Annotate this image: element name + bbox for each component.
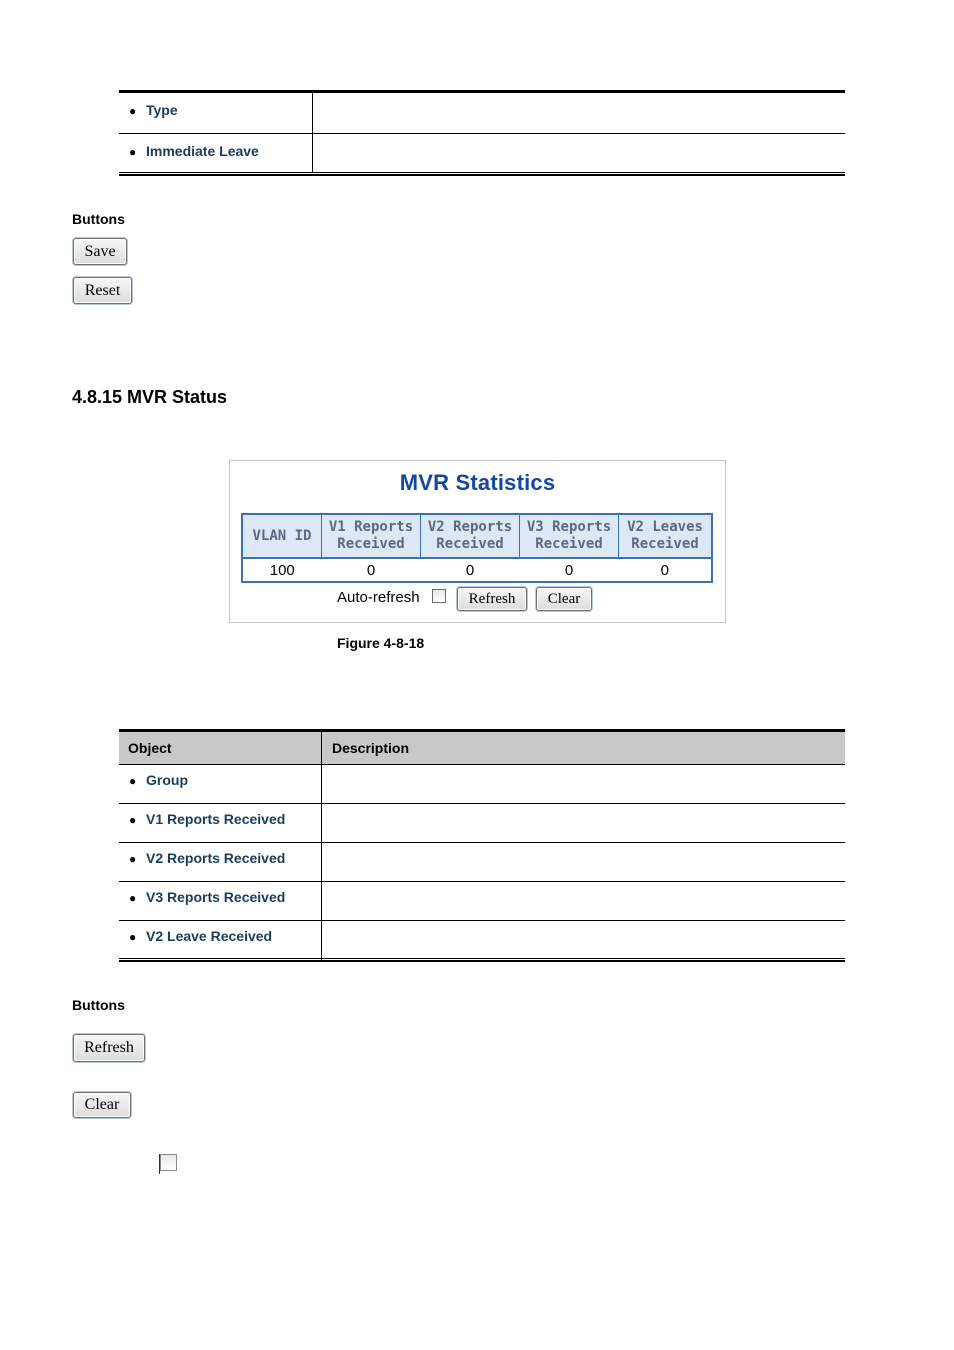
v3-reports-value: 0 xyxy=(564,561,574,579)
stats-header-row xyxy=(242,514,712,558)
table-row xyxy=(119,765,845,804)
table-row xyxy=(242,558,712,582)
table2-bottom-rule xyxy=(119,958,845,959)
v2-leaves-value: 0 xyxy=(660,561,669,579)
buttons-label: Buttons xyxy=(72,211,125,227)
v2-reports-value: 0 xyxy=(465,561,475,579)
clear-button[interactable]: Clear xyxy=(536,587,592,611)
description-cell xyxy=(322,765,846,804)
table1 xyxy=(119,93,845,172)
col-vlan-id: VLAN ID xyxy=(242,514,322,558)
mvr-statistics-table xyxy=(241,513,713,583)
table-row xyxy=(119,804,845,843)
bullet-icon: ● xyxy=(129,104,137,118)
object-name: Group xyxy=(146,772,188,788)
table2 xyxy=(119,732,845,960)
object-name: V1 Reports Received xyxy=(146,811,286,827)
header-object: Object xyxy=(119,732,322,765)
table1-bottom-rule xyxy=(119,172,845,173)
save-button[interactable]: Save xyxy=(73,238,127,265)
col-v3-reports: V3 Reports Received xyxy=(520,514,619,558)
refresh-button[interactable]: Refresh xyxy=(457,587,527,611)
description-cell xyxy=(322,843,846,882)
mvr-statistics-screenshot xyxy=(229,460,726,623)
mvr-statistics-title: MVR Statistics xyxy=(399,470,556,495)
auto-refresh-label: Auto-refresh xyxy=(337,589,420,606)
description-cell xyxy=(313,133,846,172)
object-name: V3 Reports Received xyxy=(146,889,286,905)
table-row xyxy=(119,843,845,882)
auto-refresh-checkbox[interactable] xyxy=(432,589,446,603)
col-v1-reports: V1 Reports Received xyxy=(322,514,421,558)
buttons-label: Buttons xyxy=(72,997,125,1013)
refresh-button[interactable]: Refresh xyxy=(73,1034,145,1062)
table-row xyxy=(119,93,845,133)
object-name: Immediate Leave xyxy=(146,142,259,159)
object-name: V2 Leave Received xyxy=(146,928,273,944)
v1-reports-value: 0 xyxy=(366,561,376,579)
auto-refresh-checkbox[interactable] xyxy=(160,1154,177,1171)
vlan-id-value: 100 xyxy=(269,561,295,579)
bullet-icon: ● xyxy=(129,813,137,827)
table2-header-row xyxy=(119,732,845,765)
clear-button[interactable]: Clear xyxy=(73,1092,131,1118)
description-cell xyxy=(322,804,846,843)
col-v2-leaves: V2 Leaves Received xyxy=(619,514,713,558)
col-v2-reports: V2 Reports Received xyxy=(421,514,520,558)
figure-caption: Figure 4-8-18 xyxy=(337,635,425,651)
table-row xyxy=(119,921,845,960)
description-cell xyxy=(313,93,846,133)
table-row xyxy=(119,882,845,921)
table1-bottom-rule-2 xyxy=(119,174,845,176)
checkbox-edge xyxy=(159,1154,160,1174)
bullet-icon: ● xyxy=(129,852,137,866)
bullet-icon: ● xyxy=(129,774,137,788)
description-cell xyxy=(322,882,846,921)
section-heading: 4.8.15 MVR Status xyxy=(72,387,228,407)
table-row xyxy=(119,133,845,172)
header-description: Description xyxy=(322,732,846,765)
bullet-icon: ● xyxy=(129,144,137,159)
bullet-icon: ● xyxy=(129,891,137,905)
bullet-icon: ● xyxy=(129,930,137,944)
table2-bottom-rule-2 xyxy=(119,960,845,962)
reset-button[interactable]: Reset xyxy=(73,277,132,304)
object-name: V2 Reports Received xyxy=(146,850,286,866)
description-cell xyxy=(322,921,846,960)
object-name: Type xyxy=(146,102,178,118)
